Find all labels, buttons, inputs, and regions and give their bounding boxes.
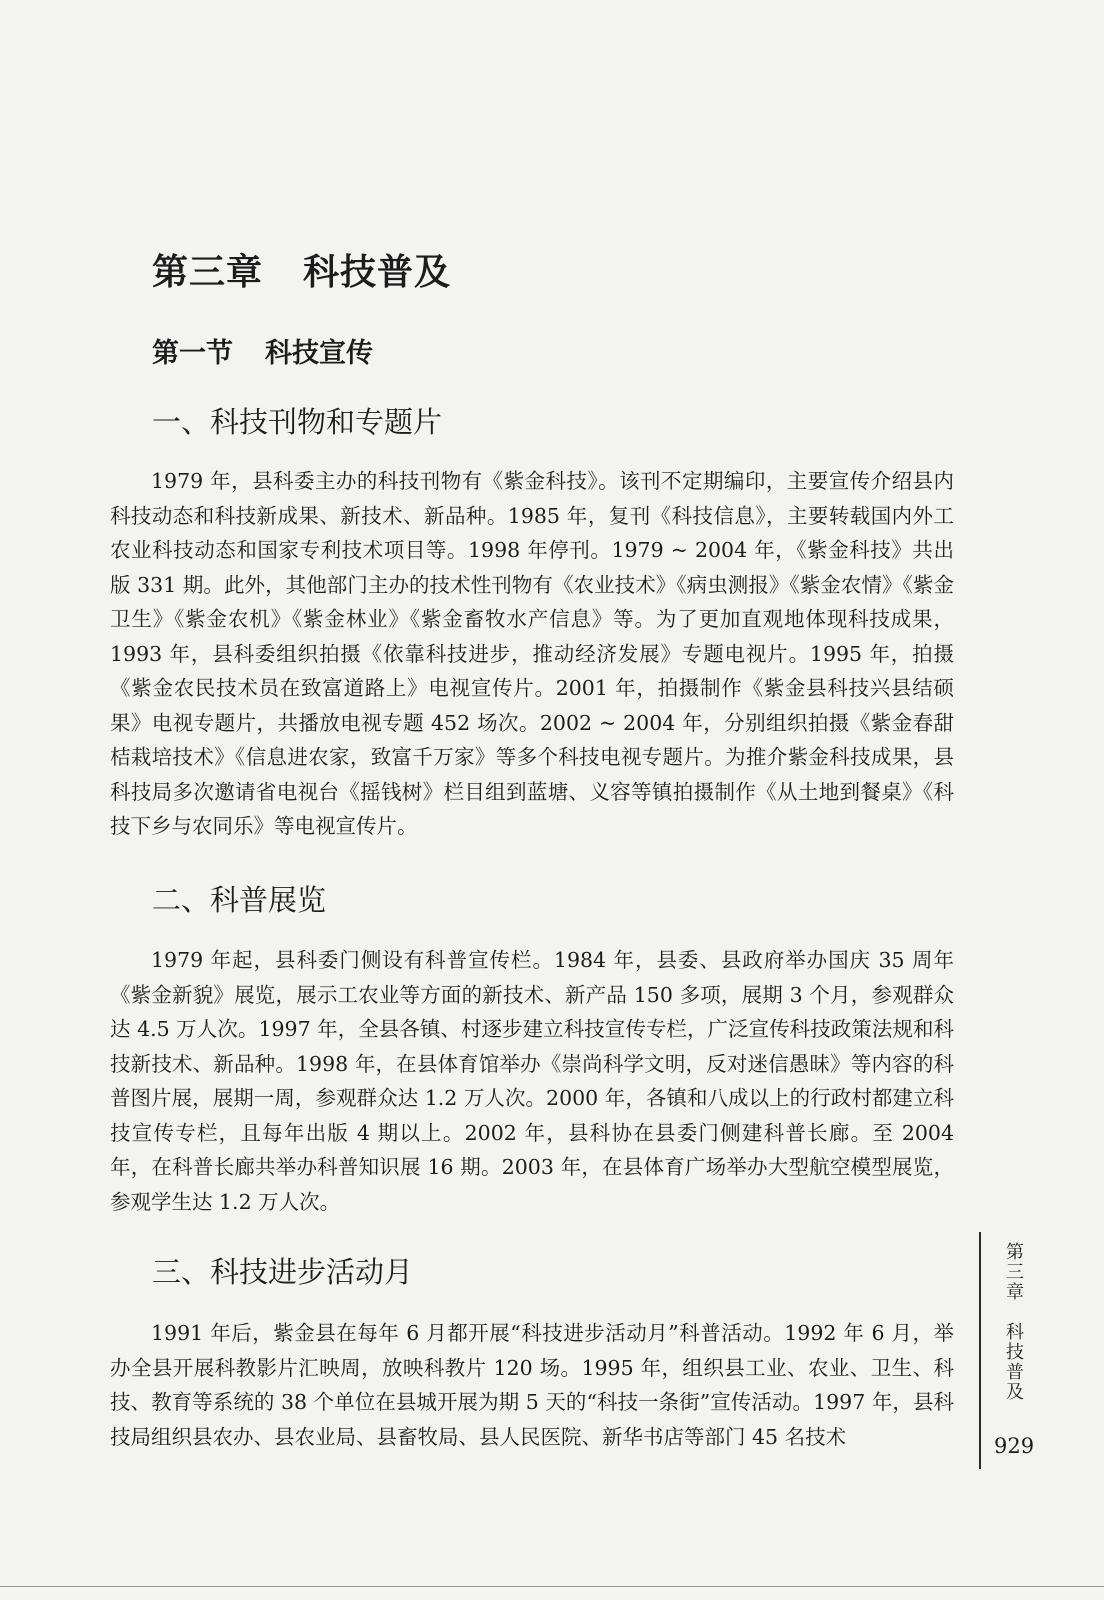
section-name: 科技宣传 xyxy=(265,338,373,369)
page-bottom-edge xyxy=(0,1586,1104,1587)
chapter-title xyxy=(152,244,451,295)
sidebar-title-label: 科技普及 xyxy=(1003,1322,1024,1402)
subsection-paragraph-2: 1979 年起，县科委门侧设有科普宣传栏。1984 年，县委、县政府举办国庆 35 周年《紫金新貌》展览，展示工农业等方面的新技术、新产品 150 多项，展期 3 个月，参观群众达 4.5 万人次。1997 年，全县各镇、村逐步建立科技宣传专栏，广泛宣传科技政策法规和科技新技术、新品种。1998 年，在县体育馆举办《崇尚科学文明，反对迷信愚昧》等内容的科普图片展，展期一周，参观群众达 1.2 万人次。2000 年，各镇和八成以上的行政村都建立科技宣传专栏，且每年出版 4 期以上。2002 年，县科协在县委门侧建科普长廊。至 2004 年，在科普长廊共举办科普知识展 16 期。2003 年，在县体育广场举办大型航空模型展览，参观学生达 1.2 万人次。 xyxy=(110,948,954,1214)
section-title xyxy=(152,331,373,370)
sidebar-divider xyxy=(979,1232,981,1469)
section-number: 第一节 xyxy=(152,338,233,369)
chapter-name: 科技普及 xyxy=(303,251,452,293)
subsection-paragraph-1: 1979 年，县科委主办的科技刊物有《紫金科技》。该刊不定期编印，主要宣传介绍县内科技动态和科技新成果、新技术、新品种。1985 年，复刊《科技信息》，主要转载国内外工农业科技动态和国家专利技术项目等。1998 年停刊。1979 ~ 2004 年，《紫金科技》共出版 331 期。此外，其他部门主办的技术性刊物有《农业技术》《病虫测报》《紫金农情》《紫金卫生》《紫金农机》《紫金林业》《紫金畜牧水产信息》等。为了更加直观地体现科技成果，1993 年，县科委组织拍摄《依靠科技进步，推动经济发展》专题电视片。1995 年，拍摄《紫金农民技术员在致富道路上》电视宣传片。2001 年，拍摄制作《紫金县科技兴县结硕果》电视专题片，共播放电视专题 452 场次。2002 ~ 2004 年，分别组织拍摄《紫金春甜桔栽培技术》《信息进农家，致富千万家》等多个科技电视专题片。为推介紫金科技成果，县科技局多次邀请省电视台《摇钱树》栏目组到蓝塘、义容等镇拍摄制作《从土地到餐桌》《科技下乡与农同乐》等电视宣传片。 xyxy=(110,469,954,838)
chapter-number: 第三章 xyxy=(152,251,264,293)
subsection-paragraph-3: 1991 年后，紫金县在每年 6 月都开展“科技进步活动月”科普活动。1992 年 6 月，举办全县开展科教影片汇映周，放映科教片 120 场。1995 年，组织县工业、农业、卫生、科技、教育等系统的 38 个单位在县城开展为期 5 天的“科技一条街”宣传活动。1997 年，县科技局组织县农办、县农业局、县畜牧局、县人民医院、新华书店等部门 45 名技术 xyxy=(110,1321,954,1449)
subsection-heading-2: 二、科普展览 xyxy=(152,883,327,917)
sidebar-chapter-label: 第三章 xyxy=(1003,1242,1024,1302)
subsection-heading-1: 一、科技刊物和专题片 xyxy=(152,405,443,439)
subsection-heading-3: 三、科技进步活动月 xyxy=(152,1255,414,1289)
page-number: 929 xyxy=(994,1434,1035,1458)
